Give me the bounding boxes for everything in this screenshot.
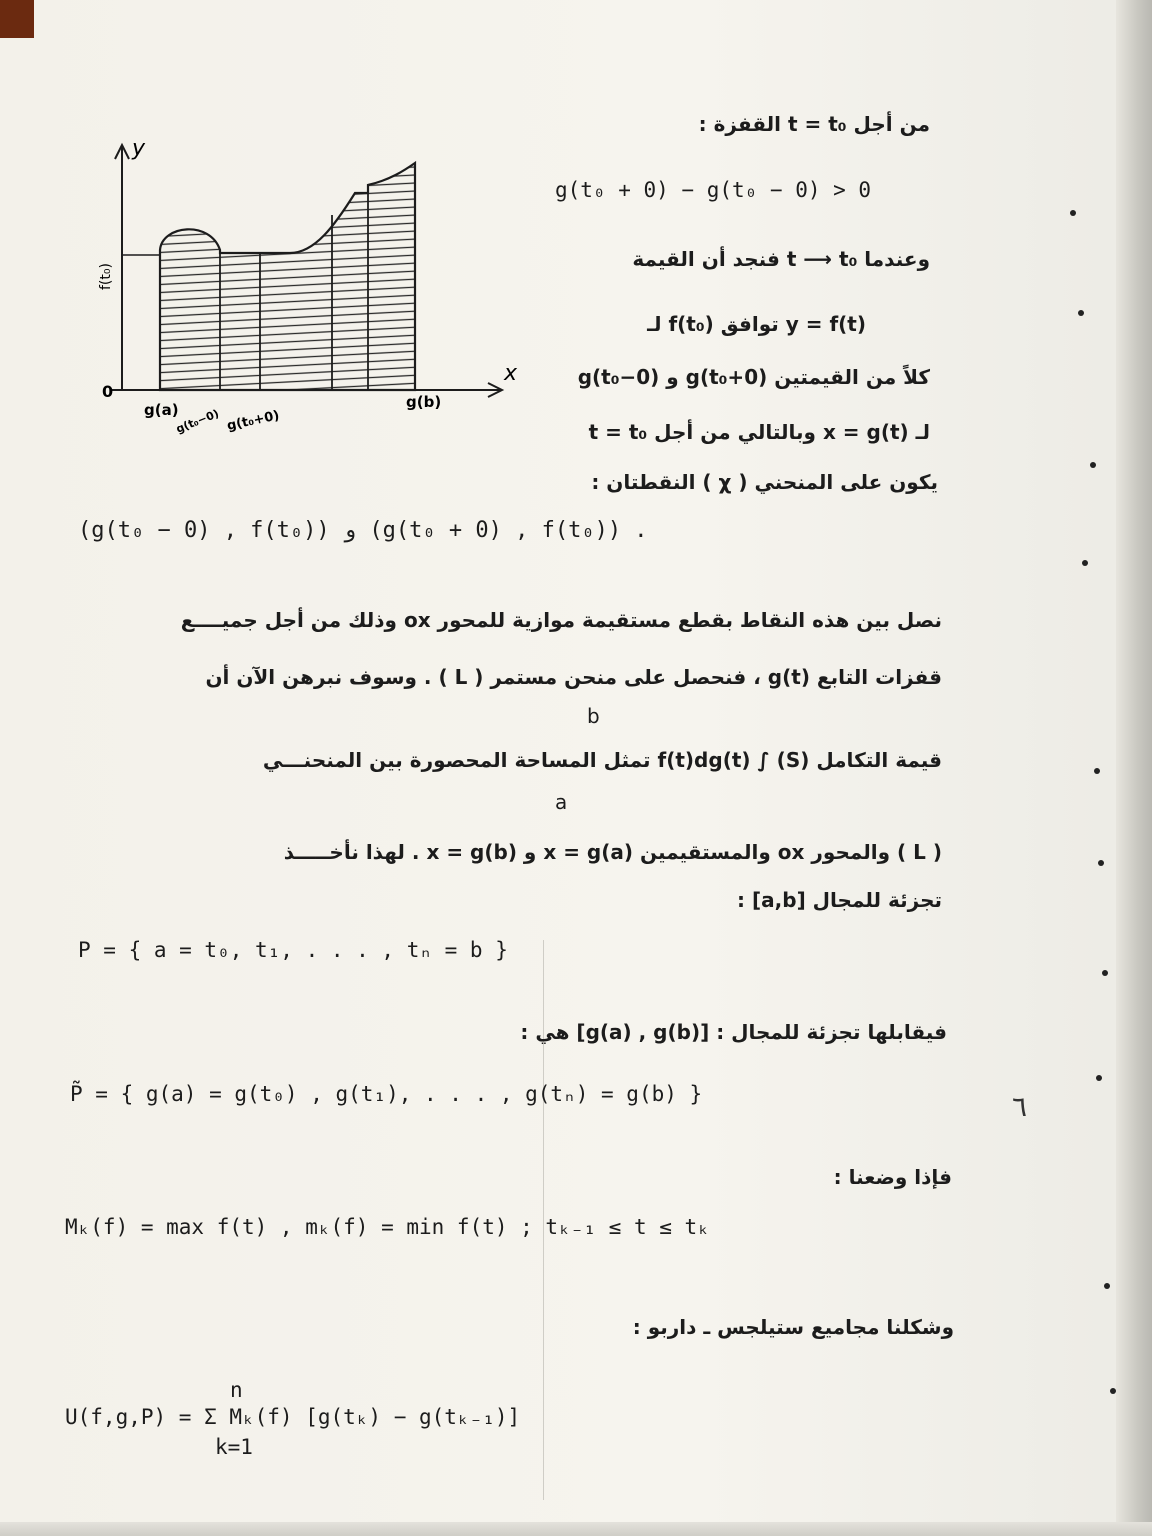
x-axis-label: x [504, 361, 518, 386]
paragraph-line-5: تجزئة للمجال [a,b] : [737, 888, 942, 912]
therefore-line: لـ x = g(t) وبالتالي من أجل t = t₀ [588, 420, 930, 444]
area-figure [70, 125, 530, 450]
put-line: فإذا وضعنا : [833, 1165, 952, 1189]
paragraph-line-1: نصل بين هذه النقاط بقطع مستقيمة موازية للمحور ox وذلك من أجل جميــــع [180, 608, 942, 632]
both-values-line: كلاً من القيمتين g(t₀+0) و g(t₀−0) [577, 365, 930, 389]
x-label-gt0-minus: g(t₀−0) [174, 406, 221, 436]
y-tick-label: f(t₀) [98, 263, 114, 290]
when-line: وعندما t ⟶ t₀ فنجد أن القيمة [632, 247, 930, 271]
paragraph-line-6: فيقابلها تجزئة للمجال : [g(a) , g(b)] هي : [520, 1020, 947, 1044]
y-axis-label: y [132, 136, 146, 161]
page-bottom-edge [0, 1522, 1152, 1536]
scan-speck [1102, 970, 1108, 976]
x-label-gb: g(b) [406, 393, 442, 411]
origin-label: 0 [102, 382, 114, 401]
integral-lower-limit: a [555, 790, 568, 814]
scan-speck [1082, 560, 1088, 566]
corresponds-line: y = f(t) توافق f(t₀) لـ [647, 312, 866, 336]
paragraph-line-3: قيمة التكامل (S) ∫ f(t)dg(t) تمثل المساحة المحصورة بين المنحنـــي [262, 748, 942, 772]
max-min-definition: Mₖ(f) = max f(t) , mₖ(f) = min f(t) ; tₖ₋₁ ≤ t ≤ tₖ [65, 1215, 710, 1239]
paragraph-line-4: ( L ) والمحور ox والمستقيمين x = g(a) و x = g(b) . لهذا نأخـــــذ [283, 840, 942, 864]
page-right-edge [1116, 0, 1152, 1536]
jump-line: من أجل t = t₀ القفزة : [698, 112, 930, 136]
margin-mark: ٦ [1012, 1090, 1028, 1123]
jump-inequality: g(t₀ + 0) − g(t₀ − 0) > 0 [555, 178, 872, 202]
paragraph-line-2: قفزات التابع g(t) ، فنحصل على منحن مستمر ( L ) . وسوف نبرهن الآن أن [205, 665, 942, 689]
scan-speck [1094, 768, 1100, 774]
scan-speck [1078, 310, 1084, 316]
sum-upper-limit: n [230, 1378, 243, 1402]
scan-speck [1090, 462, 1096, 468]
x-label-ga: g(a) [144, 401, 179, 419]
points-formula: (g(t₀ − 0) , f(t₀)) و (g(t₀ + 0) , f(t₀)) . [78, 518, 648, 543]
scan-speck [1110, 1388, 1116, 1394]
shaded-area [160, 163, 415, 390]
integral-upper-limit: b [587, 704, 600, 728]
sum-lower-limit: k=1 [215, 1435, 253, 1459]
scan-speck [1070, 210, 1076, 216]
x-label-gt0-plus: g(t₀+0) [225, 408, 281, 434]
scan-speck [1098, 860, 1104, 866]
scan-speck [1104, 1283, 1110, 1289]
scan-speck [1096, 1075, 1102, 1081]
curve-points-line: يكون على المنحني ( χ ) النقطتان : [591, 470, 938, 494]
page-corner-tab [0, 0, 34, 38]
partition-p-tilde: P̃ = { g(a) = g(t₀) , g(t₁), . . . , g(tₙ) = g(b) } [70, 1082, 703, 1106]
partition-p: P = { a = t₀, t₁, . . . , tₙ = b } [78, 938, 508, 962]
sum-formula: U(f,g,P) = Σ Mₖ(f) [g(tₖ) − g(tₖ₋₁)] [65, 1405, 521, 1429]
darboux-line: وشكلنا مجاميع ستيلجس ـ داربو : [632, 1315, 954, 1339]
